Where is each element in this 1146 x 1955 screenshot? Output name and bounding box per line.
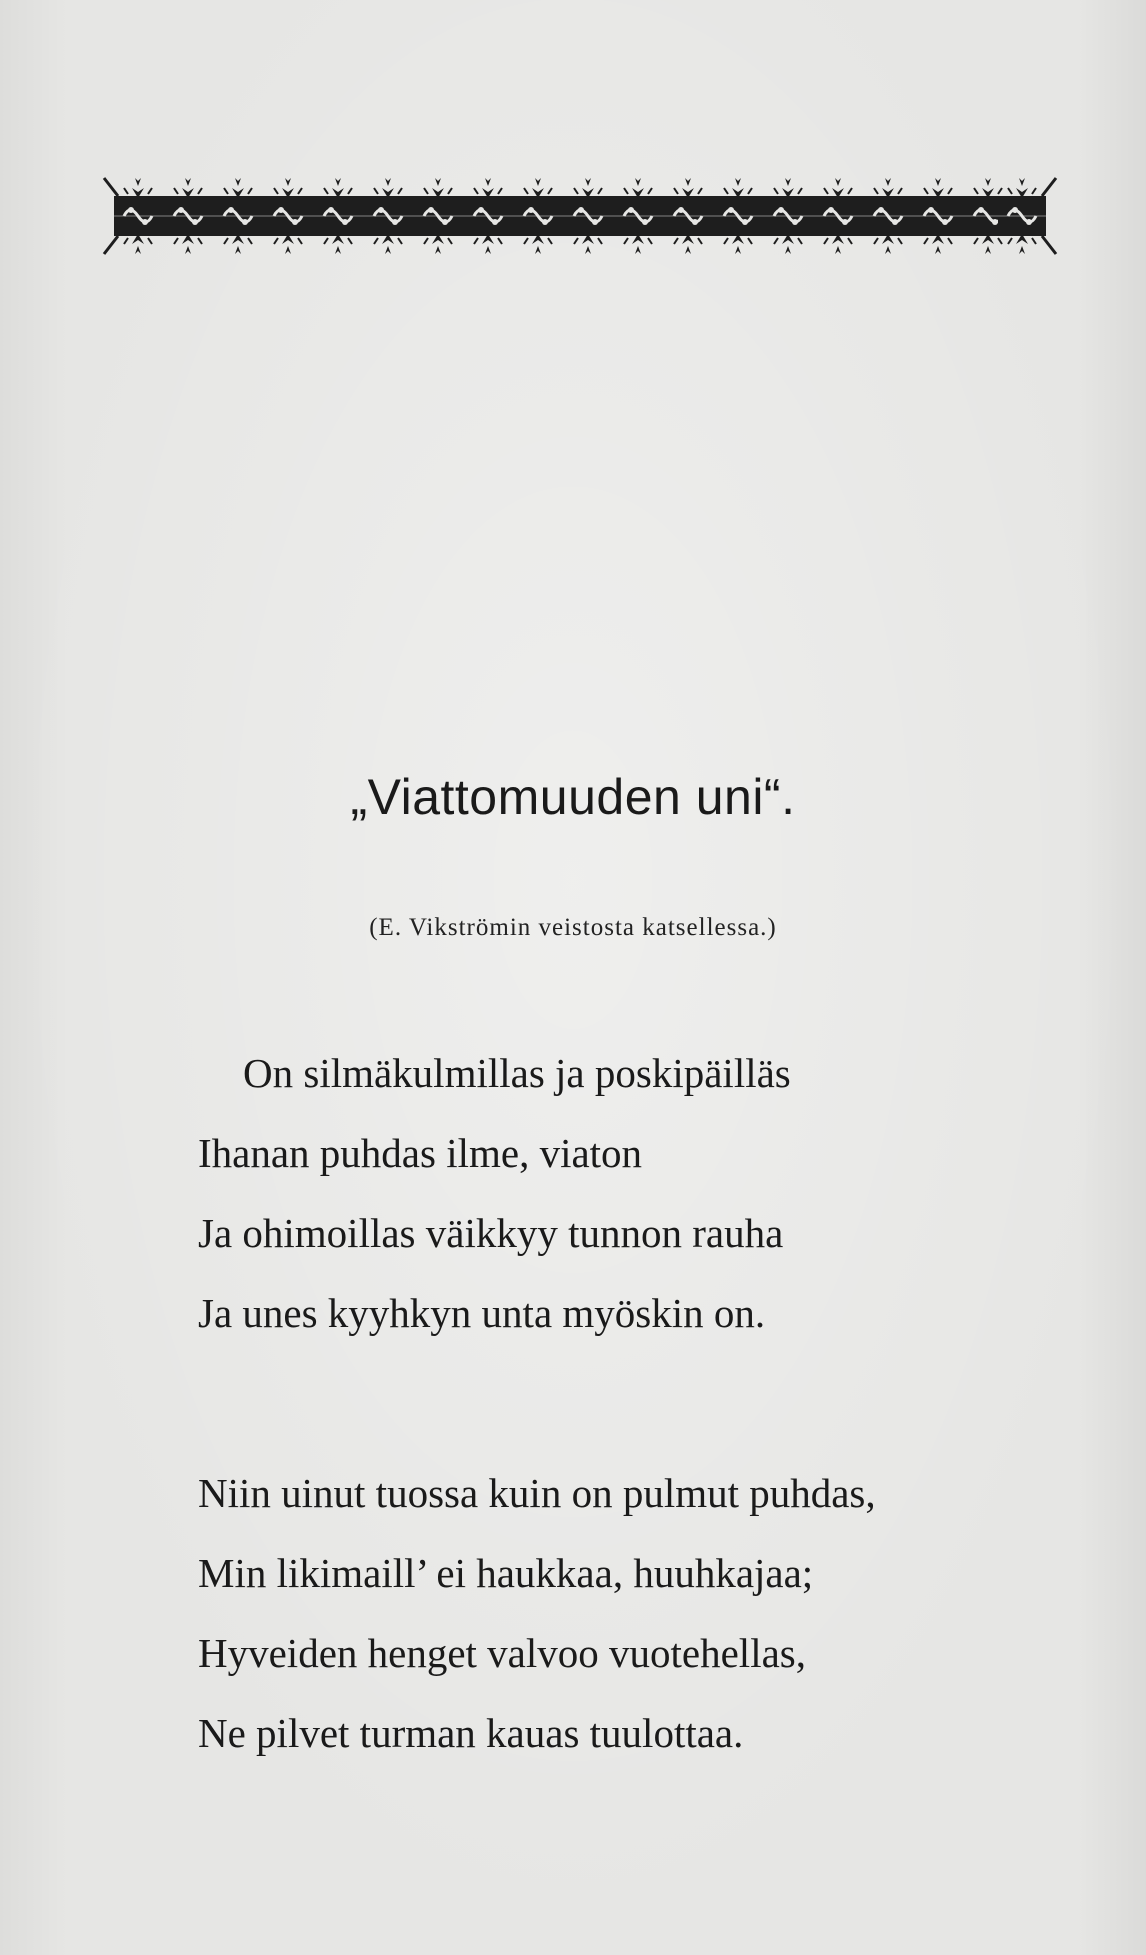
decorative-border-icon	[100, 158, 1060, 274]
poem-line: Hyveiden henget valvoo vuotehellas,	[198, 1630, 806, 1676]
poem-line: Ne pilvet turman kauas tuulottaa.	[198, 1710, 744, 1756]
poem-subtitle: (E. Vikströmin veistosta katsellessa.)	[369, 914, 777, 941]
poem-line: Min likimaill’ ei haukkaa, huuhkajaa;	[198, 1550, 814, 1596]
poem-line: Niin uinut tuossa kuin on pulmut puhdas,	[198, 1470, 876, 1516]
stanza-2	[198, 1453, 876, 1773]
stanza-1	[198, 1033, 791, 1353]
poem-line: Ihanan puhdas ilme, viaton	[198, 1130, 643, 1176]
poem-line: Ja unes kyyhkyn unta myöskin on.	[198, 1290, 766, 1336]
poem-title: „Viattomuuden uni“.	[350, 769, 796, 825]
poem-line: Ja ohimoillas väikkyy tunnon rauha	[198, 1210, 784, 1256]
poem-line: On silmäkulmillas ja poskipäilläs	[243, 1050, 791, 1096]
